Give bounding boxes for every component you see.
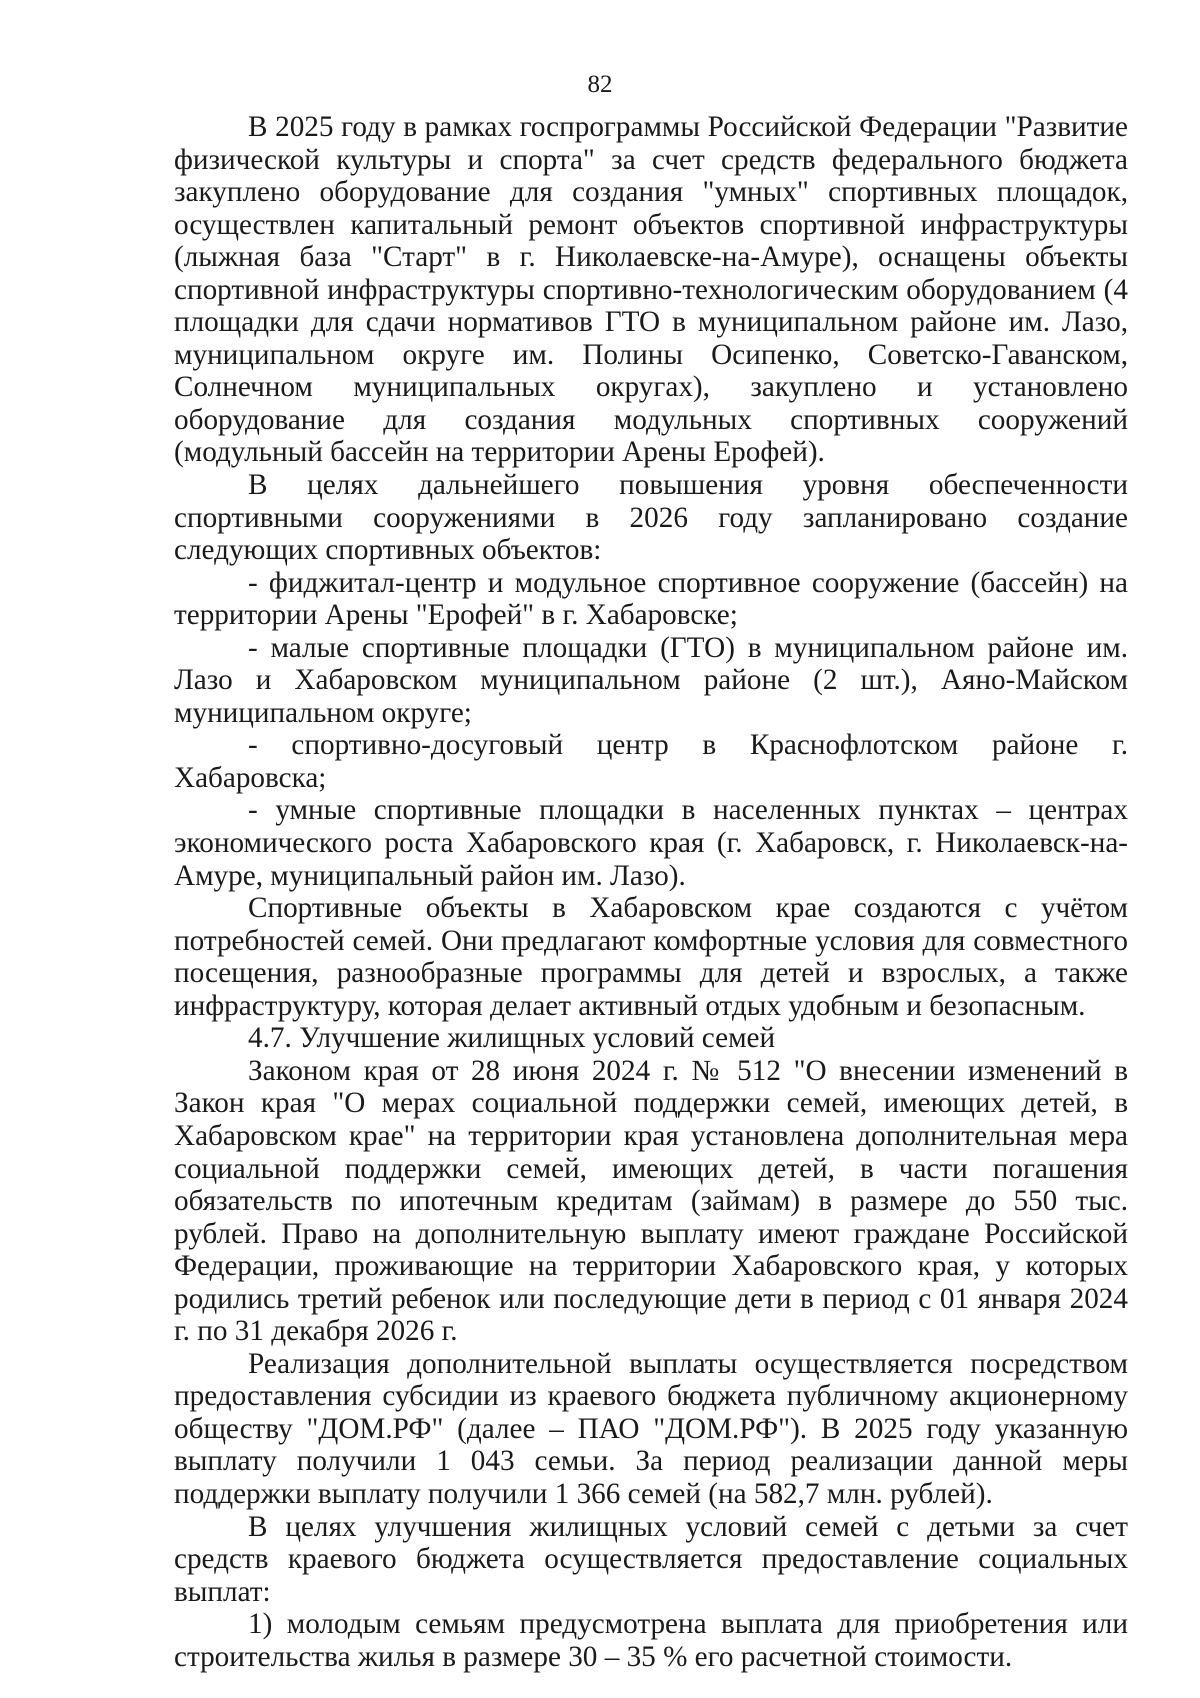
list-item-phygital-center: - фиджитал-центр и модульное спортивное сооружение (бассейн) на территории Арены "Ерофей" в г. Хабаровске; xyxy=(174,566,1128,632)
page-number: 82 xyxy=(587,71,613,98)
document-body xyxy=(174,111,1128,1673)
section-heading-housing: 4.7. Улучшение жилищных условий семей xyxy=(248,1022,776,1055)
paragraph-family-needs: Спортивные объекты в Хабаровском крае создаются с учётом потребностей семей. Они предлагают комфортные условия для совместного посещения, разнообразные программы для детей и взрослых, а также инфраструктуру, которая делает активный отдых удобным и безопасным. xyxy=(174,892,1128,1022)
list-item-leisure-center: - спортивно-досуговый центр в Краснофлотском районе г. Хабаровска; xyxy=(174,729,1128,794)
planned-objects-list xyxy=(174,567,1128,892)
numbered-item-young-families: 1) молодым семьям предусмотрена выплата для приобретения или строительства жилья в размере 30 – 35 % его расчетной стоимости. xyxy=(174,1608,1128,1673)
list-item-smart-sites: - умные спортивные площадки в населенных пунктах – центрах экономического роста Хабаровского края (г. Хабаровск, г. Николаевск-на-Амуре, муниципальный район им. Лазо). xyxy=(174,794,1128,892)
paragraph-planned-2026: В целях дальнейшего повышения уровня обеспеченности спортивными сооружениями в 2026 году запланировано создание следующих спортивных объектов: xyxy=(174,469,1128,567)
paragraph-social-payments: В целях улучшения жилищных условий семей с детьми за счет средств краевого бюджета осуществляется предоставление социальных выплат: xyxy=(174,1510,1128,1608)
paragraph-federal-program-2025: В 2025 году в рамках госпрограммы Российской Федерации "Развитие физической культуры и спорта" за счет средств федерального бюджета закуплено оборудование для создания "умных" спортивных площадок, осуществлен капитальный ремонт объектов спортивной инфраструктуры (лыжная база "Старт" в г. Николаевске-на-Амуре), оснащены объекты спортивной инфраструктуры спортивно-технологическим оборудованием (4 площадки для сдачи нормативов ГТО в муниципальном районе им. Лазо, муниципальном округе им. Полины Осипенко, Советско-Гаванском, Солнечном муниципальных округах), закуплено и установлено оборудование для создания модульных спортивных сооружений (модульный бассейн на территории Арены Ерофей). xyxy=(174,111,1128,469)
paragraph-dom-rf-subsidy: Реализация дополнительной выплаты осуществляется посредством предоставления субсидии из краевого бюджета публичному акционерному обществу "ДОМ.РФ" (далее – ПАО "ДОМ.РФ"). В 2025 году указанную выплату получили 1 043 семьи. За период реализации данной меры поддержки выплату получили 1 366 семей (на 582,7 млн. рублей). xyxy=(174,1347,1128,1510)
paragraph-law-512: Законом края от 28 июня 2024 г. № 512 "О внесении изменений в Закон края "О мерах социальной поддержки семей, имеющих детей, в Хабаровском крае" на территории края установлена дополнительная мера социальной поддержки семей, имеющих детей, в части погашения обязательств по ипотечным кредитам (займам) в размере до 550 тыс. рублей. Право на дополнительную выплату имеют граждане Российской Федерации, проживающие на территории Хабаровского края, у которых родились третий ребенок или последующие дети в период с 01 января 2024 г. по 31 декабря 2026 г. xyxy=(174,1054,1128,1348)
list-item-gto-sites: - малые спортивные площадки (ГТО) в муниципальном районе им. Лазо и Хабаровском муниципальном районе (2 шт.), Аяно-Майском муниципальном округе; xyxy=(174,631,1128,729)
